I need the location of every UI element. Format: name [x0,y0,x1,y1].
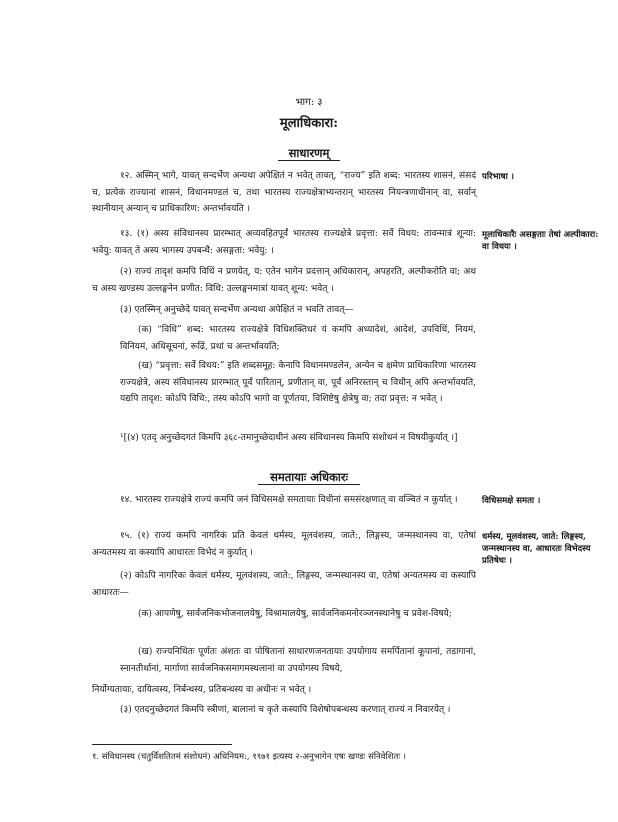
paragraph: (३) एतदनुच्छेदगतं किमपि स्त्रीणां, बालानां च कृते कस्यापि विशेषोपबन्धस्य करणात् राज्यं न निवारयेत् । [120,705,451,715]
heading-underline [258,484,360,485]
margin-note: परिभाषा । [482,172,514,182]
paragraph: निर्योग्यतायाः, दायित्वस्य, निर्बन्धस्य, प्रतिबन्धस्य वा अधीनः न भवेत् । [92,685,312,695]
paragraph: (ख) राज्यनिधितः पूर्णतः अंशतः वा पोषितानां साधारणजनतायाः उपयोगाय समर्पितानां कूपानां, तडागानां, स्नानतीर्थानां, मार्गाणां सार्वजनिकसमागमस्थलानां वा उपयोगस्य विषये, [120,647,476,674]
paragraph: १२. अस्मिन् भागे, यावत् सन्दर्भेण अन्यथा अपेक्षितं न भवेत् तावत्, “राज्य” इति शब्द: भारतस्य शासनं, संसदं च, प्रत्येकं राज्यानां शासनं, विधानमण्डलं च, तथा भारतस्य राज्यक्षेत्राभ्यन्तरान् भारतस्य नियन्त्रणाधीनान् वा, सर्वान् स्थानीयान् अन्यान् च प्राधिकारिण: अन्तर्भावयति । [92,171,476,214]
paragraph: १३. (१) अस्य संविधानस्य प्रारम्भात् अव्यवहितपूर्वं भारतस्य राज्यक्षेत्रे प्रवृत्ता: सर्वे विधय: तावन्मात्रं शून्या: भवेयु: यावत् ते अस्य भागस्य उपबन्धै: असङ्गता: भवेयु: । [92,229,476,256]
footnote: १. संविधानस्य (चतुर्विंशतितमं संशोधनं) अधिनियम:, १९७१ इत्यस्य २-अनुभागेन एषः खण्डः संनिवेशितः । [92,752,406,762]
footnote-divider [92,744,232,745]
section-heading: समतायाः अधिकारः [270,470,348,484]
heading-underline [278,160,340,161]
paragraph: (क) “विधि” शब्द: भारतस्य राज्यक्षेत्रे विधिशक्तिधरं यं कमपि अध्यादेशं, आदेशं, उपविधिं, नियमं, विनियमं, अधिसूचनां, रूढिं, प्रथां च अन्तर्भावयति; [120,325,476,352]
margin-note: मूलाधिकारैः असङ्गताः तेषां अल्पीकारा: वा विधयः । [482,230,599,252]
margin-note: विधिसमक्षे समता । [482,496,541,506]
margin-note: धर्मस्य, मूलवंशस्य, जाते: लिङ्गस्य, जन्मस्थानस्य वा, आधारतः विभेदस्य प्रतिषेधः । [482,532,591,566]
section-heading: साधारणम् [288,146,330,160]
paragraph: (क) आपणेषु, सार्वजनिकभोजनालयेषु, विश्रामालयेषु, सार्वजनिकमनोरञ्जनस्थानेषु च प्रवेश-विषये; [138,609,452,619]
paragraph: ¹[(४) एतद् अनुच्छेदगतं किमपि ३६८-तमानुच्छेदाधीनं अस्य संविधानस्य किमपि संशोधनं न विषयीकुर्यात् ।] [120,433,458,443]
paragraph: (३) एतस्मिन् अनुच्छेदे यावत् सन्दर्भेण अन्यथा अपेक्षितं न भवति तावत्— [120,305,354,315]
paragraph: (२) कोऽपि नागरिकः केवलं धर्मस्य, मूलवंशस्य, जाते:, लिङ्गस्य, जन्मस्थानस्य वा, एतेषां अन्यतमस्य वा कस्यापि आधारतः— [92,571,476,598]
paragraph: (२) राज्यं तादृशं कमपि विधिं न प्रणयेत्, य: एतेन भागेन प्रदत्तान् अधिकारान्, अपहरति, अल्पीकरोति वा; अथ च अस्य खण्डस्य उल्लङ्घनेन प्रणीत: विधि: उल्लङ्घनमात्रां यावत् शून्य: भवेत् । [92,267,476,294]
paragraph: (ख) “प्रवृत्ता: सर्वे विधय:” इति शब्दसमूह: केनापि विधानमण्डलेन, अन्येन च क्षमेण प्राधिकारिणा भारतस्य राज्यक्षेत्रे, अस्य संविधानस्य प्रारम्भात् पूर्वं पारितान्, प्रणीतान् वा, पूर्वं अनिरस्तान् च विधीन् अपि अन्तर्भावयति, यद्यपि तादृश: कोऽपि विधि:, तस्य कोऽपि भागो वा पूर्णतया, विशिष्टेषु क्षेत्रेषु वा; तदा प्रवृत्त: न भवेत् । [120,361,476,404]
part-heading: भाग: ३ [295,97,323,108]
page-title: मूलाधिकारा: [279,116,339,131]
paragraph: १४. भारतस्य राज्यक्षेत्रे राज्यं कमपि जनं विधिसमक्षे समतायाः विधीनां समसंरक्षणात् वा वञ्चितं न कुर्यात् । [120,495,458,505]
paragraph: १५. (१) राज्यं कमपि नागरिकं प्रति केवलं धर्मस्य, मूलवंशस्य, जाते:, लिङ्गस्य, जन्मस्थानस्य वा, एतेषां अन्यतमस्य वा कस्यापि आधारतः विभेदं न कुर्यात् । [92,531,476,558]
